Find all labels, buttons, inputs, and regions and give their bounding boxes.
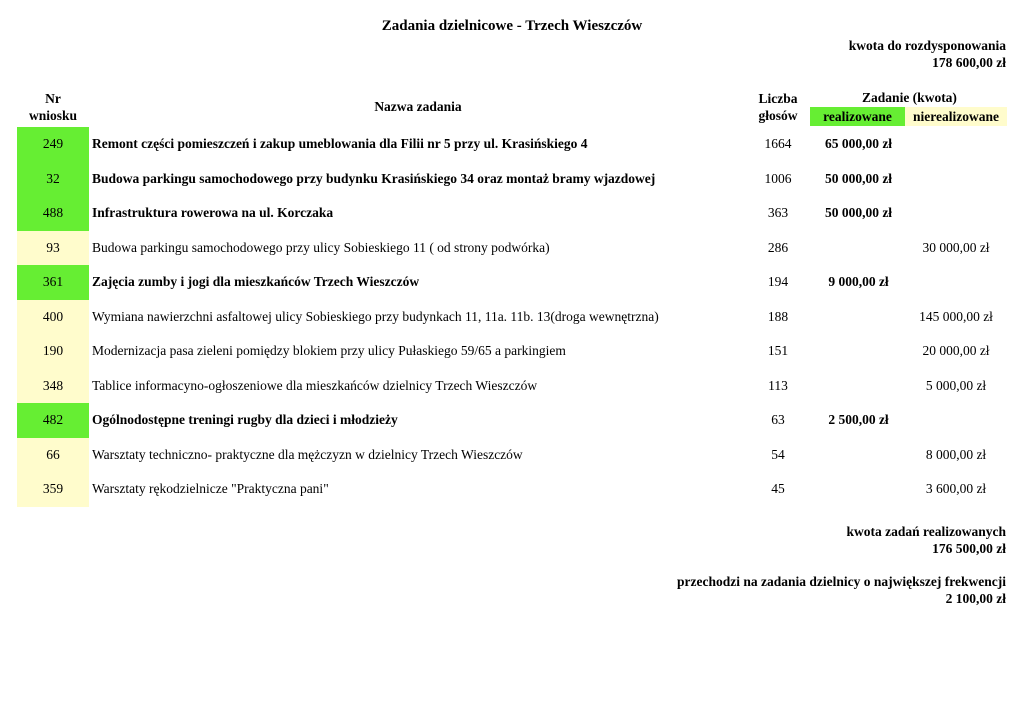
row-not-realized-amount	[905, 196, 1007, 231]
row-nr: 348	[17, 369, 89, 404]
realized-summary	[846, 523, 1006, 557]
row-votes: 363	[767, 205, 789, 220]
row-realized-amount	[812, 300, 905, 335]
legend-realized: realizowane	[810, 107, 905, 126]
row-not-realized-amount	[905, 403, 1007, 438]
row-not-realized-amount: 3 600,00 zł	[925, 481, 987, 496]
table-row	[17, 403, 1007, 438]
budget-block	[849, 37, 1006, 71]
row-nr: 482	[17, 403, 89, 438]
table-row	[17, 127, 1007, 162]
row-task-name: Warsztaty techniczno- praktyczne dla mężczyzn w dzielnicy Trzech Wieszczów	[92, 446, 523, 462]
row-votes: 194	[767, 274, 789, 289]
table-row	[17, 334, 1007, 369]
row-task-name: Tablice informacyno-ogłoszeniowe dla mieszkańców dzielnicy Trzech Wieszczów	[92, 377, 538, 393]
row-nr: 488	[17, 196, 89, 231]
row-realized-amount	[812, 231, 905, 266]
legend-not-realized: nierealizowane	[905, 107, 1007, 126]
header-votes-line1: Liczba	[758, 91, 798, 106]
table-row	[17, 369, 1007, 404]
row-not-realized-amount	[905, 265, 1007, 300]
row-realized-amount: 9 000,00 zł	[828, 274, 889, 289]
row-not-realized-amount: 30 000,00 zł	[922, 239, 990, 255]
header-nr-line1: Nr	[45, 91, 61, 106]
row-nr: 249	[17, 127, 89, 162]
row-realized-amount: 50 000,00 zł	[824, 205, 893, 220]
row-task-name: Warsztaty rękodzielnicze "Praktyczna pani"	[92, 481, 329, 496]
table-row	[17, 265, 1007, 300]
header-task-amount: Zadanie (kwota)	[862, 90, 957, 105]
table-row	[17, 472, 1007, 507]
header-votes	[744, 90, 812, 124]
row-task-name: Zajęcia zumby i jogi dla mieszkańców Trzech Wieszczów	[92, 274, 420, 289]
row-realized-amount	[812, 369, 905, 404]
row-votes: 151	[767, 343, 789, 358]
row-nr: 93	[17, 231, 89, 266]
budget-value: 178 600,00 zł	[932, 55, 1006, 70]
row-nr: 359	[17, 472, 89, 507]
row-realized-amount	[812, 438, 905, 473]
row-votes: 63	[771, 412, 785, 427]
row-votes: 45	[771, 481, 785, 496]
row-not-realized-amount	[905, 162, 1007, 197]
budget-label: kwota do rozdysponowania	[848, 38, 1006, 53]
row-votes: 286	[767, 239, 789, 255]
row-votes: 1664	[764, 136, 792, 151]
row-nr: 190	[17, 334, 89, 369]
table-row	[17, 438, 1007, 473]
transfer-summary-value: 2 100,00 zł	[945, 591, 1006, 606]
row-votes: 113	[768, 377, 788, 393]
row-not-realized-amount: 145 000,00 zł	[919, 308, 993, 324]
realized-summary-label: kwota zadań realizowanych	[846, 524, 1006, 539]
row-not-realized-amount	[905, 127, 1007, 162]
row-task-name: Budowa parkingu samochodowego przy ulicy Sobieskiego 11 ( od strony podwórka)	[92, 239, 550, 255]
row-not-realized-amount: 8 000,00 zł	[925, 446, 987, 462]
row-votes: 188	[767, 308, 789, 324]
row-not-realized-amount: 20 000,00 zł	[922, 343, 990, 358]
row-realized-amount	[812, 472, 905, 507]
table-row	[17, 231, 1007, 266]
row-nr: 66	[17, 438, 89, 473]
row-votes: 1006	[764, 170, 792, 186]
row-realized-amount: 2 500,00 zł	[828, 412, 889, 427]
document-title: Zadania dzielnicowe - Trzech Wieszczów	[381, 18, 643, 34]
row-nr: 32	[17, 162, 89, 197]
header-votes-line2: głosów	[758, 108, 798, 123]
header-nr	[17, 90, 89, 124]
row-realized-amount: 65 000,00 zł	[824, 136, 893, 151]
task-table	[17, 127, 1007, 507]
row-task-name: Budowa parkingu samochodowego przy budynku Krasińskiego 34 oraz montaż bramy wjazdowej	[92, 170, 656, 186]
header-task-name: Nazwa zadania	[374, 99, 462, 114]
table-row	[17, 196, 1007, 231]
row-not-realized-amount: 5 000,00 zł	[925, 377, 987, 393]
row-task-name: Ogólnodostępne treningi rugby dla dzieci i młodzieży	[92, 412, 398, 427]
row-task-name: Wymiana nawierzchni asfaltowej ulicy Sobieskiego przy budynkach 11, 11a. 11b. 13(droga wewnętrzna)	[92, 308, 659, 324]
row-nr: 361	[17, 265, 89, 300]
row-nr: 400	[17, 300, 89, 335]
row-realized-amount	[812, 334, 905, 369]
header-nr-line2: wniosku	[28, 108, 78, 123]
row-task-name: Modernizacja pasa zieleni pomiędzy blokiem przy ulicy Pułaskiego 59/65 a parkingiem	[92, 343, 566, 358]
realized-summary-value: 176 500,00 zł	[932, 541, 1006, 556]
row-votes: 54	[771, 446, 785, 462]
row-task-name: Infrastruktura rowerowa na ul. Korczaka	[92, 205, 334, 220]
transfer-summary	[677, 573, 1006, 607]
row-realized-amount: 50 000,00 zł	[824, 170, 893, 186]
table-row	[17, 300, 1007, 335]
transfer-summary-label: przechodzi na zadania dzielnicy o największej frekwencji	[677, 574, 1006, 589]
table-row	[17, 162, 1007, 197]
row-task-name: Remont części pomieszczeń i zakup umeblowania dla Filii nr 5 przy ul. Krasińskiego 4	[92, 136, 588, 151]
